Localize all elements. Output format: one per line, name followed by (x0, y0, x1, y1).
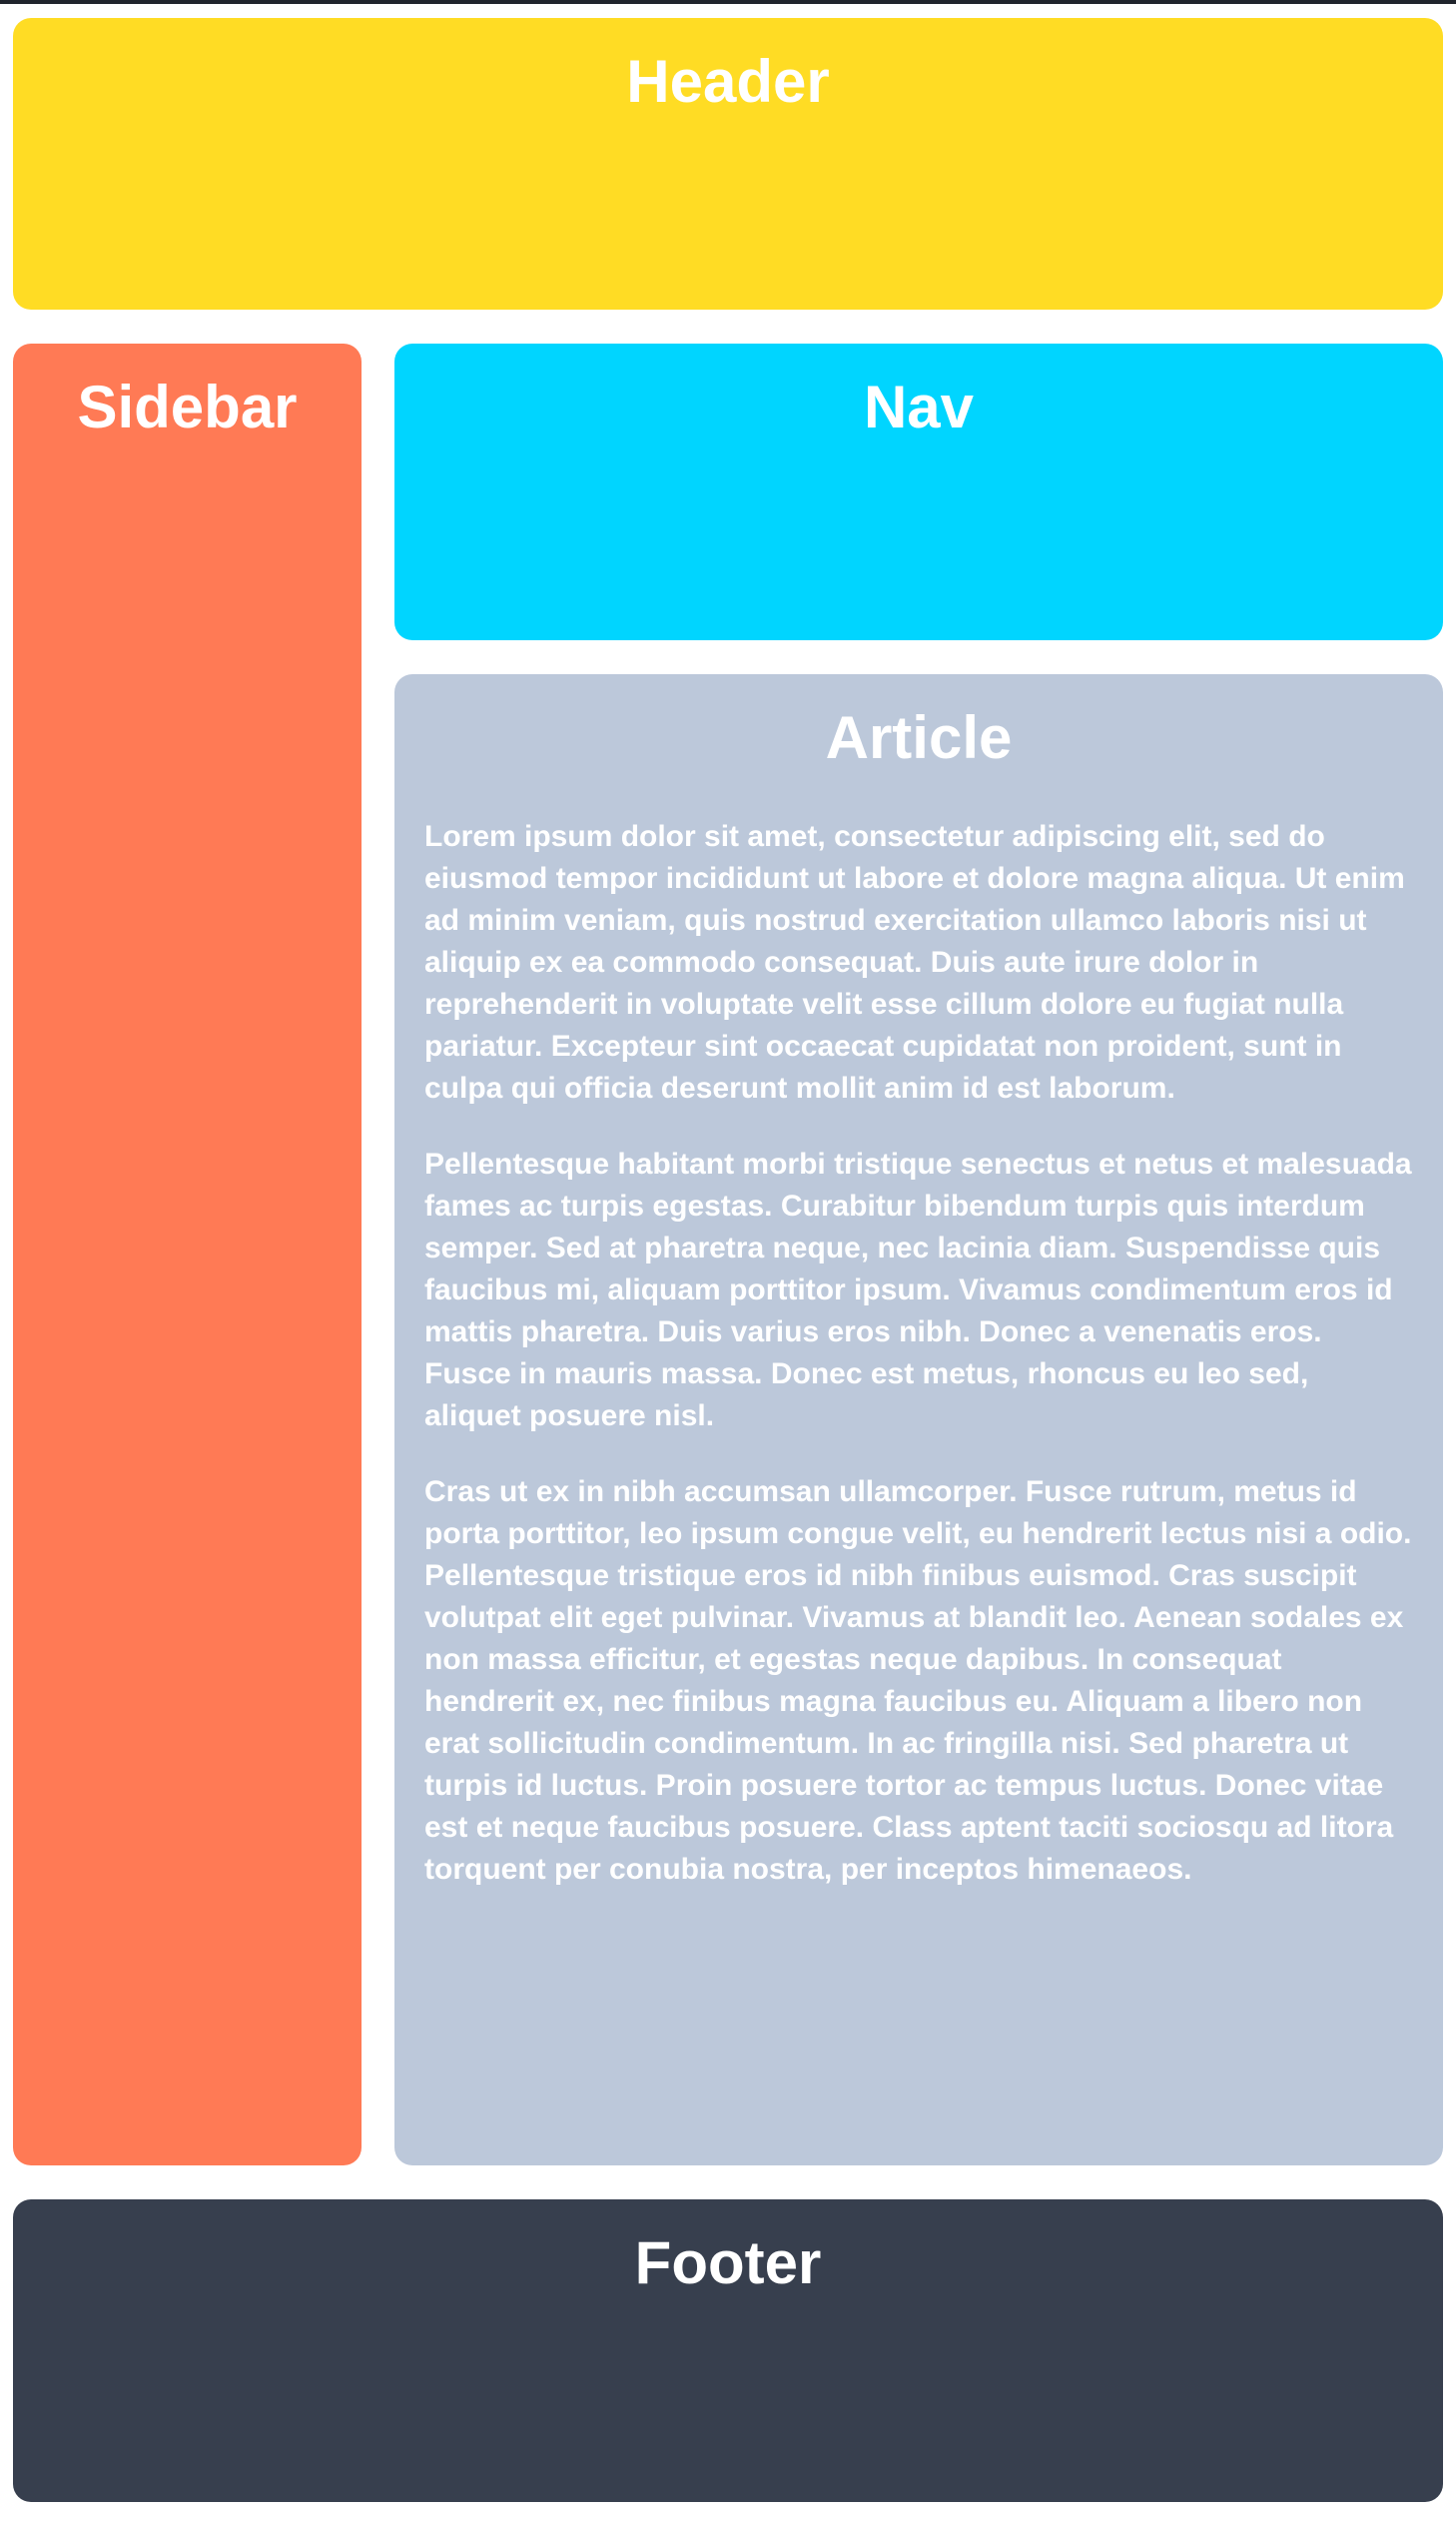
article-paragraph: Cras ut ex in nibh accumsan ullamcorper. Fusce rutrum, metus id porta porttitor, leo ipsum congue velit, eu hendrerit lectus nisi a odio. Pellentesque tristique eros id nibh finibus euismod. Cras suscipit volutpat elit eget pulvinar. Vivamus at blandit leo. Aenean sodales ex non massa efficitur, et egestas neque dapibus. In consequat hendrerit ex, nec finibus magna faucibus eu. Aliquam a libero non erat sollicitudin condimentum. In ac fringilla nisi. Sed pharetra ut turpis id luctus. Proin posuere tortor ac tempus luctus. Donec vitae est et neque faucibus posuere. Class aptent taciti sociosqu ad litora torquent per conubia nostra, per inceptos himenaeos. (424, 1475, 1412, 1886)
nav-title: Nav (863, 374, 975, 440)
article-paragraph: Lorem ipsum dolor sit amet, consectetur adipiscing elit, sed do eiusmod tempor incididunt ut labore et dolore magna aliqua. Ut enim ad minim veniam, quis nostrud exercitation ullamco laboris nisi ut aliquip ex ea commodo consequat. Duis aute irure dolor in reprehenderit in voluptate velit esse cillum dolore eu fugiat nulla pariatur. Excepteur sint occaecat cupidatat non proident, sunt in culpa qui officia deserunt mollit anim id est laborum. (424, 820, 1405, 1105)
article-paragraph: Pellentesque habitant morbi tristique senectus et netus et malesuada fames ac turpis egestas. Curabitur bibendum turpis quis interdum semper. Sed at pharetra neque, nec lacinia diam. Suspendisse quis faucibus mi, aliquam porttitor ipsum. Vivamus condimentum eros id mattis pharetra. Duis varius eros nibh. Donec a venenatis eros. Fusce in mauris massa. Donec est metus, rhoncus eu leo sed, aliquet posuere nisl. (424, 1148, 1412, 1432)
sidebar-section (13, 344, 362, 2165)
header-section (13, 18, 1443, 310)
sidebar-title: Sidebar (77, 374, 298, 440)
footer-title: Footer (634, 2229, 822, 2296)
footer-section (13, 2199, 1443, 2502)
article-body (394, 816, 1443, 1931)
grid-layout (0, 4, 1456, 2521)
article-section (394, 674, 1443, 2165)
nav-section (394, 344, 1443, 640)
article-title: Article (825, 704, 1013, 771)
header-title: Header (626, 48, 830, 115)
